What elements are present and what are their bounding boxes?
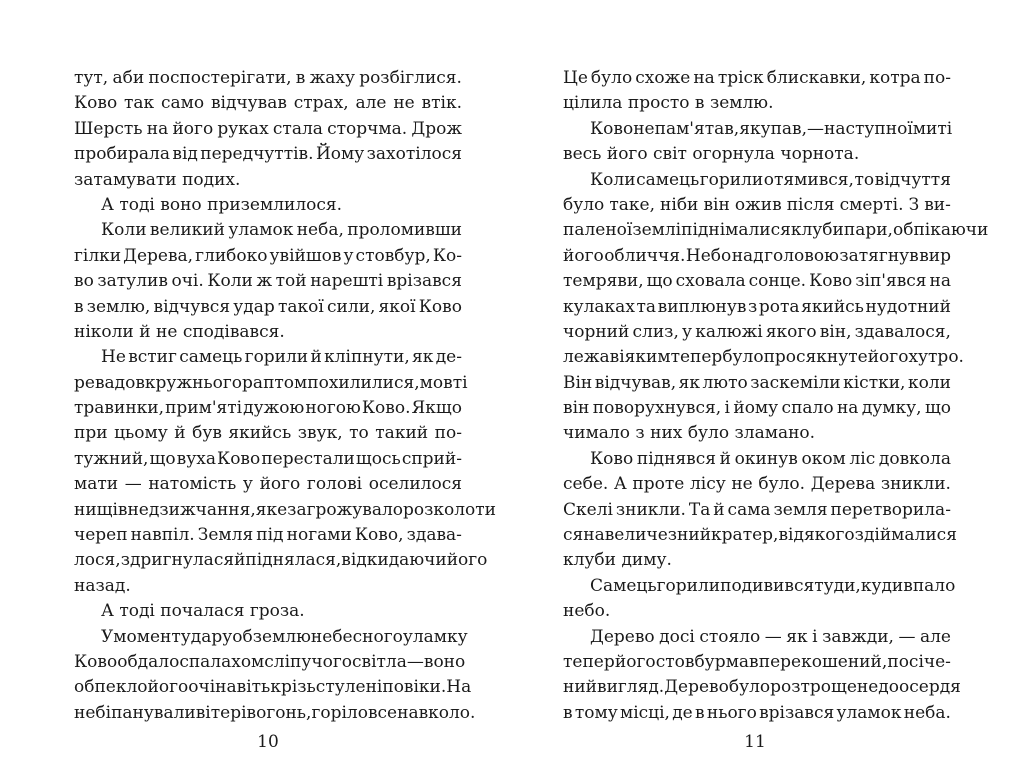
text-line: назад.: [74, 575, 131, 596]
text-line: було таке, ніби він ожив після смерті. З ви-: [563, 194, 951, 215]
text-line: Це було схоже на тріск блискавки, котра по-: [563, 68, 951, 88]
text-line: небо.: [563, 601, 611, 622]
text-line: нищівне дзижчання, яке загрожувало розколоти: [74, 499, 497, 520]
text-line: він поворухнувся, і йому спало на думку, що: [563, 398, 951, 419]
text-line: темряви, що сховала сонце. Ково зіп'явся на: [563, 271, 951, 292]
text-line: затамувати подих.: [74, 169, 241, 190]
text-line: Він відчував, як люто заскеміли кістки, коли: [563, 372, 951, 393]
right-page-number: 11: [744, 732, 766, 752]
text-line: череп навпіл. Земля під ногами Ково, здава-: [74, 525, 462, 546]
text-line: чорний слиз, у калюжі якого він, здавалося,: [563, 321, 951, 342]
text-line: травинки, прим'яті дужою ногою Ково. Якщо: [74, 398, 462, 419]
text-line: Коли самець горили отямився, то відчуття: [590, 169, 951, 190]
text-line: А тоді воно приземлилося.: [101, 194, 343, 215]
text-line: гілки Дерева, глибоко увійшов у стовбур, Ко-: [74, 245, 462, 266]
left-page-text: [74, 66, 497, 726]
text-line: обпекло його очі навіть крізь стулені повіки. На: [74, 677, 472, 698]
text-line: Ково так само відчував страх, але не втік.: [74, 93, 462, 114]
text-line: Шерсть на його руках стала сторчма. Дрож: [74, 118, 462, 139]
text-line: ний вигляд. Дерево було розтрощене до осердя: [563, 677, 961, 698]
text-line: Коли великий уламок неба, проломивши: [101, 220, 462, 241]
text-line: при цьому й був якийсь звук, то такий по-: [74, 423, 462, 444]
text-line: Самець горили подивився туди, куди впало: [590, 575, 956, 596]
text-line: весь його світ огорнула чорнота.: [563, 144, 860, 165]
text-line: А тоді почалася гроза.: [101, 601, 305, 622]
right-page-text: [563, 66, 989, 726]
text-line: ся на величезний кратер, від якого здіймалися: [563, 525, 957, 546]
text-line: небі панували вітер і вогонь, горіло все навколо.: [74, 702, 476, 723]
text-line: в тому місці, де в нього врізався уламок неба.: [563, 702, 951, 723]
text-line: цілила просто в землю.: [563, 93, 774, 114]
text-line: в землю, відчувся удар такої сили, якої Ково: [74, 296, 462, 317]
text-line: кулаках та виплюнув з рота якийсь нудотний: [563, 296, 951, 317]
text-line: тепер його стовбур мав перекошений, посіче-: [563, 651, 951, 672]
text-line: лося, здригнулася й піднялася, відкидаючи його: [74, 550, 488, 571]
text-line: Ково не пам'ятав, як упав, — наступної миті: [590, 118, 953, 139]
text-line: пробирала від передчуттів. Йому захотілося: [74, 144, 462, 165]
text-line: паленої землі піднімалися клуби пари, обпікаючи: [563, 220, 989, 241]
text-line: Дерево досі стояло — як і завжди, — але: [590, 626, 951, 647]
text-line: ніколи й не сподівався.: [74, 321, 285, 342]
text-line: Ково обдало спалахом сліпучого світла — воно: [74, 651, 466, 672]
text-line: його обличчя. Небо над головою затягнув вир: [563, 245, 951, 266]
text-line: тужний, що вуха Ково перестали щось сприй-: [74, 448, 462, 469]
text-line: лежав і яким тепер було просякнуте його хутро.: [563, 347, 964, 368]
text-line: чимало з них було зламано.: [563, 423, 816, 444]
text-line: тут, аби поспостерігати, в жаху розбіглися.: [74, 68, 462, 88]
text-line: себе. А проте лісу не було. Дерева зникли.: [563, 474, 951, 495]
text-line: Ково піднявся й окинув оком ліс довкола: [590, 448, 951, 469]
text-line: мати — натомість у його голові оселилося: [74, 474, 462, 495]
text-line: рева довкруж нього раптом похилилися, мов ті: [74, 372, 468, 393]
text-line: Скелі зникли. Та й сама земля перетворила-: [563, 499, 951, 520]
text-line: У момент удару об землю небесного уламку: [101, 626, 468, 647]
text-line: Не встиг самець горили й кліпнути, як де-: [101, 347, 462, 368]
left-page-number: 10: [257, 732, 279, 752]
text-line: во затулив очі. Коли ж той нарешті врізався: [74, 271, 462, 292]
text-line: клуби диму.: [563, 550, 672, 571]
